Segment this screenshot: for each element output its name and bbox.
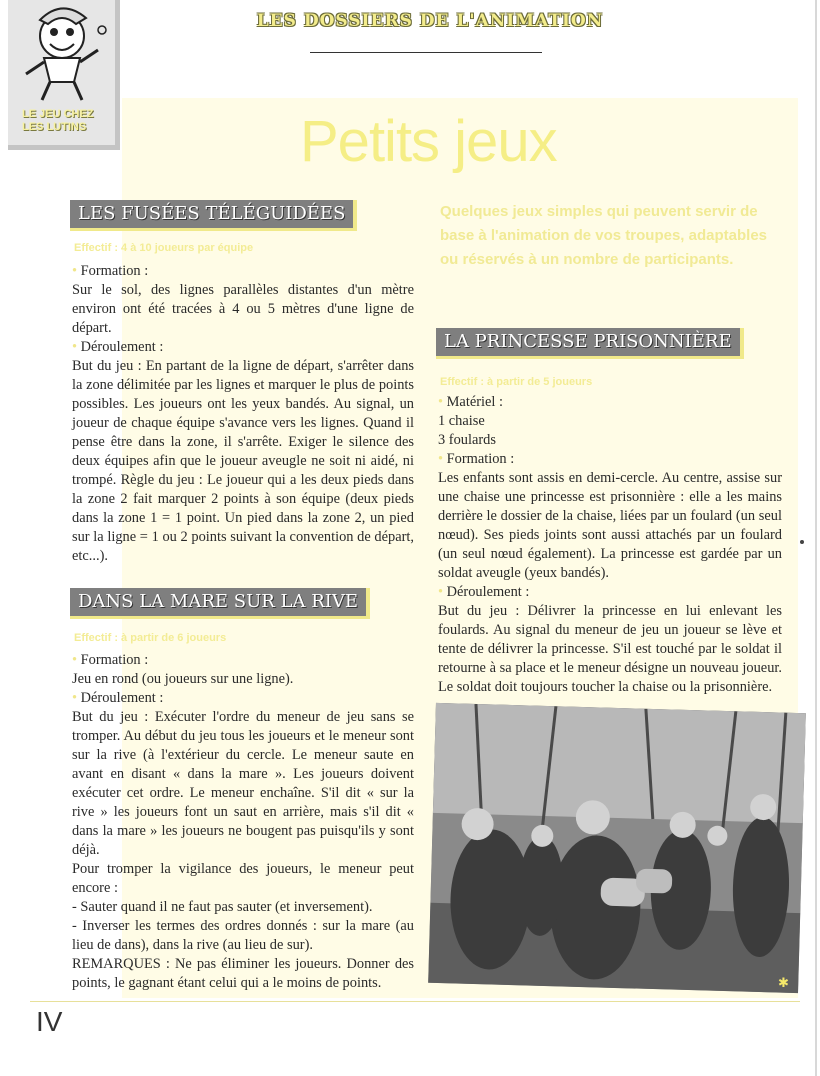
logo-line-2: LES LUTINS (22, 121, 87, 133)
extra-text: Pour tromper la vigilance des joueurs, le meneur peut encore : (72, 861, 414, 896)
photo-children-playing (428, 703, 806, 993)
section-title-fusees: LES FUSÉES TÉLÉGUIDÉES (70, 200, 357, 231)
bullet-1: - Sauter quand il ne faut pas sauter (et inversement). (72, 899, 373, 915)
deroulement-text: But du jeu : En partant de la ligne de départ, s'arrêter dans la zone délimitée par les lignes et marquer le plus de points possibles. Les joueurs ont les yeux bandés. Au signal, un joueur de chaque équipe s'avance vers les lignes. Quand il pense être dans la zone, il s'arrête. Exiger le silence des deux équipes afin que le joueur aveugle ne soit ni aidé, ni trompé. Règle du jeu : Le joueur qui a les deux pieds dans la zone 2 fait marquer 2 points à son équipe (deux pieds dans la zone 1 = 1 point. Un pied dans la zone 2, un pied sur la ligne = 1 ou 2 points suivant la convention de départ, etc...). (72, 358, 414, 564)
section-body-princesse (438, 393, 782, 697)
formation-label: • Formation : (438, 450, 782, 469)
formation-text: Les enfants sont assis en demi-cercle. Au centre, assise sur une chaise une princesse est prisonnière : elle a les mains derrière le dossier de la chaise, liées par un foulard (un seul nœud). Ses pieds joints sont aussi attachés par un foulard (un seul nœud également). La princesse est gardée par un soldat aveugle (yeux bandés). (438, 470, 782, 581)
main-title: Petits jeux (300, 109, 557, 174)
page-edge (815, 0, 817, 1076)
deroulement-label: • Déroulement : (72, 689, 414, 708)
formation-label: • Formation : (72, 651, 414, 670)
formation-text: Sur le sol, des lignes parallèles distantes d'un mètre environ ont été tracées à 4 ou 5 mètres d'une ligne de départ. (72, 282, 414, 336)
logo (8, 0, 120, 150)
effectif-mare: Effectif : à partir de 6 joueurs (74, 632, 227, 644)
bullet-2: - Inverser les termes des ordres donnés : sur la mare (au lieu de dans), dans la rive (au lieu de sur). (72, 918, 414, 953)
remarques: REMARQUES : Ne pas éliminer les joueurs. Donner des points, le gagnant étant celui qui a le moins de points. (72, 956, 414, 991)
section-title-princesse: LA PRINCESSE PRISONNIÈRE (436, 328, 744, 359)
effectif-fusees: Effectif : 4 à 10 joueurs par équipe (74, 242, 254, 254)
lutin-mascot-icon (14, 2, 109, 107)
effectif-princesse: Effectif : à partir de 5 joueurs (440, 376, 593, 388)
materiel-label: • Matériel : (438, 393, 782, 412)
formation-label: • Formation : (72, 262, 414, 281)
page-number: IV (36, 1006, 63, 1037)
deroulement-text: But du jeu : Délivrer la princesse en lui enlevant les foulards. Au signal du meneur de jeu un joueur se lève et tente de délivrer la princesse. S'il est touché par le soldat il retourne à sa place et le meneur désigne un nouveau joueur. Le soldat doit toujours toucher la chaise ou la prisonnière. (438, 603, 782, 695)
header-title: LES DOSSIERS DE L'ANIMATION (256, 11, 604, 31)
logo-line-1: LE JEU CHEZ (22, 108, 94, 120)
star-icon: ✱ (778, 975, 789, 990)
materiel-item: 3 foulards (438, 432, 496, 448)
formation-text: Jeu en rond (ou joueurs sur une ligne). (72, 671, 294, 687)
deroulement-text: But du jeu : Exécuter l'ordre du meneur de jeu sans se tromper. Au début du jeu tous les joueurs et le meneur sont sur la rive (à l'extérieur du cercle. Le meneur saute en avant en disant « dans la mare ». Les joueurs doivent exécuter cet ordre. Le meneur enchaîne. S'il dit « sur la rive » les joueurs font un saut en arrière, mais s'il dit « dans la mare » les joueurs ne bougent pas puisqu'ils y sont déjà. (72, 709, 414, 858)
deroulement-label: • Déroulement : (72, 338, 414, 357)
section-body-fusees (72, 262, 414, 566)
footer-rule (30, 1001, 800, 1002)
header-rule (310, 52, 542, 53)
deroulement-label: • Déroulement : (438, 583, 782, 602)
section-body-mare (72, 651, 414, 993)
materiel-item: 1 chaise (438, 413, 485, 429)
section-title-mare: DANS LA MARE SUR LA RIVE (70, 588, 370, 619)
margin-dot (800, 540, 804, 544)
intro-text: Quelques jeux simples qui peuvent servir de base à l'animation de vos troupes, adaptables ou réservés à un nombre de participants. (440, 203, 767, 268)
